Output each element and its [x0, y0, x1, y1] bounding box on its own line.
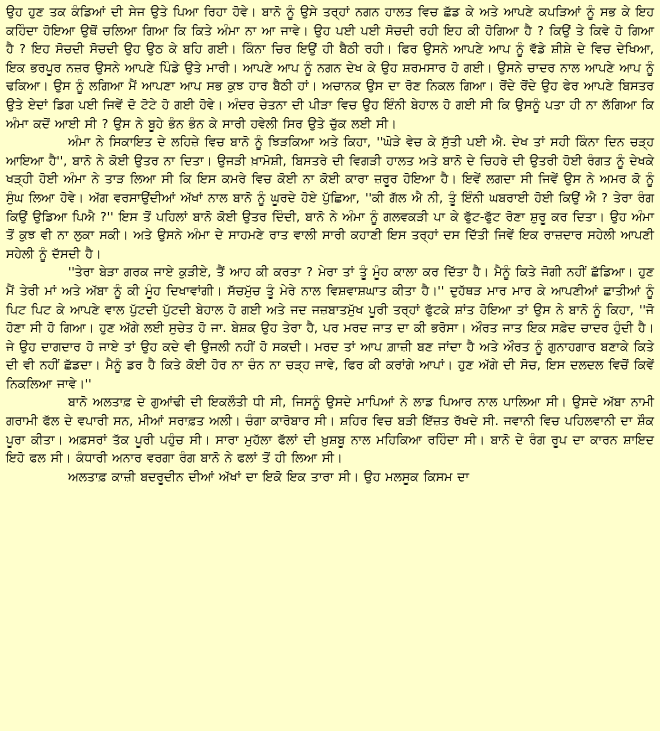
paragraph-3: ''ਤੇਰਾ ਬੇੜਾ ਗਰਕ ਜਾਏ ਕੁੜੀਏ, ਤੈਂ ਆਹ ਕੀ ਕਰਤਾ ? ਮੇਰਾ ਤਾਂ ਤੂੰ ਮੂੰਹ ਕਾਲਾ ਕਰ ਦਿੱਤਾ ਹੈ। ਮੈਨੂੰ ਕਿਤੇ ਜੋਗੀ ਨਹੀਂ ਛੱਡਿਆ। ਹੁਣ ਮੈਂ ਤੇਰੀ ਮਾਂ ਅਤੇ ਅੱਬਾ ਨੂੰ ਕੀ ਮੂੰਹ ਦਿਖਾਵਾਂਗੀ। ਸੱਚਮੁੱਚ ਤੂੰ ਮੇਰੇ ਨਾਲ ਵਿਸ਼ਵਾਸ਼ਘਾਤ ਕੀਤਾ ਹੈ।'' ਦੁਹੱਥੜ ਮਾਰ ਮਾਰ ਕੇ ਆਪਣੀਆਂ ਛਾਤੀਆਂ ਨੂੰ ਪਿਟ ਪਿਟ ਕੇ ਆਪਣੇ ਵਾਲ ਪੁੱਟਦੀ ਪੁੱਟਦੀ ਬੇਹਾਲ ਹੋ ਗਈ ਅਤੇ ਜਦ ਜਜ਼ਬਾਤਮੁੱਖ ਪੂਰੀ ਤਰ੍ਹਾਂ ਫੁੱਟਕੇ ਸ਼ਾਂਤ ਹੋਇਆ ਤਾਂ ਉਸ ਨੇ ਬਾਨੋ ਨੂੰ ਕਿਹਾ, ''ਜੋ ਹੋਣਾ ਸੀ ਹੋ ਗਿਆ। ਹੁਣ ਅੱਗੇ ਲਈ ਸੁਚੇਤ ਹੋ ਜਾ. ਬੇਸ਼ਕ ਉਹ ਤੇਰਾ ਹੈ, ਪਰ ਮਰਦ ਜਾਤ ਦਾ ਕੀ ਭਰੋਸਾ। ਔਰਤ ਜਾਤ ਇਕ ਸਫ਼ੇਦ ਚਾਦਰ ਹੁੰਦੀ ਹੈ। ਜੇ ਉਹ ਦਾਗਦਾਰ ਹੋ ਜਾਏ ਤਾਂ ਉਹ ਕਦੇ ਵੀ ਉਜਲੀ ਨਹੀਂ ਹੋ ਸਕਦੀ। ਮਰਦ ਤਾਂ ਆਪ ਗ਼ਾਜ਼ੀ ਬਣ ਜਾਂਦਾ ਹੈ ਅਤੇ ਔਰਤ ਨੂੰ ਗੁਨਾਹਗਾਰ ਬਣਾਕੇ ਕਿਤੇ ਦੀ ਵੀ ਨਹੀਂ ਛੱਡਦਾ। ਮੈਨੂੰ ਡਰ ਹੈ ਕਿਤੇ ਕੋਈ ਹੋਰ ਨਾ ਚੰਨ ਨਾ ਚੜ੍ਹ ਜਾਵੇ, ਫਿਰ ਕੀ ਕਰਾਂਗੇ ਆਪਾਂ। ਹੁਣ ਅੱਗੇ ਦੀ ਸੋਚ, ਇਸ ਦਲਦਲ ਵਿਚੋਂ ਕਿਵੇਂ ਨਿਕਲਿਆ ਜਾਵੇ।'' — [6, 264, 654, 391]
paragraph-5: ਅਲਤਾਫ਼ ਕਾਜ਼ੀ ਬਦਰੂਦੀਨ ਦੀਆਂ ਅੱਖਾਂ ਦਾ ਇਕੋ ਇਕ ਤਾਰਾ ਸੀ। ਉਹ ਮਲਸੂਕ ਕਿਸਮ ਦਾ — [68, 468, 470, 484]
paragraph-4: ਬਾਨੋ ਅਲਤਾਫ਼ ਦੇ ਗੁਆਂਢੀ ਦੀ ਇਕਲੌਤੀ ਧੀ ਸੀ, ਜਿਸਨੂੰ ਉਸਦੇ ਮਾਪਿਆਂ ਨੇ ਲਾਡ ਪਿਆਰ ਨਾਲ ਪਾਲਿਆ ਸੀ। ਉਸਦੇ ਅੱਬਾ ਨਾਮੀ ਗਰਾਮੀ ਫੱਲ ਦੇ ਵਪਾਰੀ ਸਨ, ਮੀਆਂ ਸਰਾਫ਼ਤ ਅਲੀ। ਚੰਗਾ ਕਾਰੋਬਾਰ ਸੀ। ਸ਼ਹਿਰ ਵਿਚ ਬੜੀ ਇੱਜ਼ਤ ਰੱਖਦੇ ਸੀ. ਜਵਾਨੀ ਵਿਚ ਪਹਿਲਵਾਨੀ ਦਾ ਸ਼ੌਕ ਪੂਰਾ ਕੀਤਾ। ਅਫ਼ਸਰਾਂ ਤੱਕ ਪੂਰੀ ਪਹੁੰਚ ਸੀ। ਸਾਰਾ ਮੁਹੱਲਾ ਫੱਲਾਂ ਦੀ ਖ਼ੁਸ਼ਬੂ ਨਾਲ ਮਹਿਕਿਆ ਰਹਿੰਦਾ ਸੀ। ਬਾਨੋ ਦੇ ਰੰਗ ਰੂਪ ਦਾ ਕਾਰਨ ਸ਼ਾਇਦ ਇਹੋ ਫਲ ਸੀ। ਕੰਧਾਰੀ ਅਨਾਰ ਵਰਗਾ ਰੰਗ ਬਾਨੋ ਨੇ ਫਲਾਂ ਤੋਂ ਹੀ ਲਿਆ ਸੀ। — [6, 394, 654, 466]
paragraph-1: ਉਹ ਹੁਣ ਤਕ ਕੰਡਿਆਂ ਦੀ ਸੇਜ ਉਤੇ ਪਿਆ ਰਿਹਾ ਹੋਵੇ। ਬਾਨੋ ਨੂੰ ਉਸੇ ਤਰ੍ਹਾਂ ਨਗਨ ਹਾਲਤ ਵਿਚ ਛੱਡ ਕੇ ਅਤੇ ਆਪਣੇ ਕਪੜਿਆਂ ਨੂੰ ਸਭ ਕੇ ਇਹ ਕਹਿੰਦਾ ਹੋਇਆ ਉਥੋਂ ਚਲਿਆ ਗਿਆ ਕਿ ਕਿਤੇ ਅੰਮਾ ਨਾ ਆ ਜਾਵੇ। ਉਹ ਪਈ ਪਈ ਸੋਚਦੀ ਰਹੀ ਇਹ ਕੀ ਹੋਗਿਆ ਹੈ ? ਕਿਉਂ ਤੇ ਕਿਵੇ ਹੋ ਗਿਆ ਹੈ ? ਇਹ ਸੋਚਦੀ ਸੋਚਦੀ ਉਹ ਉਠ ਕੇ ਬਹਿ ਗਈ। ਕਿੰਨਾ ਚਿਰ ਇਉਂ ਹੀ ਬੈਠੀ ਰਹੀ। ਫਿਰ ਉਸਨੇ ਆਪਣੇ ਆਪ ਨੂੰ ਵੱਡੇ ਸ਼ੀਸ਼ੇ ਦੇ ਵਿਚ ਦੇਖਿਆ, ਇਕ ਭਰਪੂਰ ਨਜ਼ਰ ਉਸਨੇ ਆਪਣੇ ਪਿੰਡੇ ਉਤੇ ਮਾਰੀ। ਆਪਣੇ ਆਪ ਨੂੰ ਨਗਨ ਦੇਖ ਕੇ ਉਹ ਸ਼ਰਮਸਾਰ ਹੋ ਗਈ। ਉਸਨੇ ਚਾਦਰ ਨਾਲ ਆਪਣੇ ਆਪ ਨੂੰ ਢਕਿਆ। ਉਸ ਨੂੰ ਲਗਿਆ ਮੈਂ ਆਪਣਾ ਆਪ ਸਭ ਕੁਝ ਹਾਰ ਬੈਠੀ ਹਾਂ। ਅਚਾਨਕ ਉਸ ਦਾ ਰੋਣ ਨਿਕਲ ਗਿਆ। ਰੋਂਦੇ ਰੋਂਦੇ ਉਹ ਫੇਰ ਆਪਣੇ ਬਿਸਤਰ ਉਤੇ ਏਦਾਂ ਡਿਗ ਪਈ ਜਿਵੇਂ ਦੋ ਟੋਟੇ ਹੋ ਗਈ ਹੋਵੇ। ਅੰਦਰ ਚੇਤਨਾ ਦੀ ਪੀੜਾ ਵਿਚ ਉਹ ਇੰਨੀ ਬੇਹਾਲ ਹੋ ਗਈ ਸੀ ਕਿ ਉਸਨੂੰ ਪਤਾ ਹੀ ਨਾ ਲੱਗਿਆ ਕਿ ਅੰਮਾ ਕਦੋਂ ਆਈ ਸੀ ? ਉਸ ਨੇ ਬੂਹੇ ਭੰਨ ਭੰਨ ਕੇ ਸਾਰੀ ਹਵੇਲੀ ਸਿਰ ਉਤੇ ਚੁੱਕ ਲਈ ਸੀ। — [6, 4, 654, 131]
paragraph-2: ਅੰਮਾ ਨੇ ਸਿਕਾਇਤ ਦੇ ਲਹਿਜ਼ੇ ਵਿਚ ਬਾਨੋ ਨੂੰ ਝਿੜਕਿਆ ਅਤੇ ਕਿਹਾ, ''ਘੋੜੇ ਵੇਚ ਕੇ ਸੁੱਤੀ ਪਈ ਐ. ਦੇਖ ਤਾਂ ਸਹੀ ਕਿੰਨਾ ਦਿਨ ਚੜ੍ਹ ਆਇਆ ਹੈ'', ਬਾਨੋ ਨੇ ਕੋਈ ਉਤਰ ਨਾ ਦਿਤਾ। ਉਜੜੀ ਖ਼ਾਮੋਸ਼ੀ, ਬਿਸਤਰੇ ਦੀ ਵਿਗੜੀ ਹਾਲਤ ਅਤੇ ਬਾਨੋ ਦੇ ਚਿਹਰੇ ਦੀ ਉਤਰੀ ਹੋਈ ਰੰਗਤ ਨੂੰ ਦੇਖਕੇ ਖੜ੍ਹੀ ਹੋਈ ਅੰਮਾ ਨੇ ਤਾੜ ਲਿਆ ਸੀ ਕਿ ਇਸ ਕਮਰੇ ਵਿਚ ਕੋਈ ਨਾ ਕੋਈ ਕਾਰਾ ਜ਼ਰੂਰ ਹੋਇਆ ਹੈ। ਇਵੇਂ ਲਗਦਾ ਸੀ ਜਿਵੇਂ ਉਸ ਨੇ ਅਮਰ ਕੋ ਨੂੰ ਸੁੰਘ ਲਿਆ ਹੋਵੇ। ਅੱਗ ਵਰਸਾਉਂਦੀਆਂ ਅੱਖਾਂ ਨਾਲ ਬਾਨੋ ਨੂੰ ਘੂਰਦੇ ਹੋਏ ਪੁੱਛਿਆ, ''ਕੀ ਗੱਲ ਐ ਨੀ, ਤੂੰ ਇੰਨੀ ਘਬਰਾਈ ਹੋਈ ਕਿਉਂ ਐ ? ਤੇਰਾ ਰੰਗ ਕਿਉਂ ਉਡਿਆ ਪਿਐ ?'' ਇਸ ਤੋਂ ਪਹਿਲਾਂ ਬਾਨੋ ਕੋਈ ਉਤਰ ਦਿੰਦੀ, ਬਾਨੋ ਨੇ ਅੰਮਾ ਨੂੰ ਗਲਵਕੜੀ ਪਾ ਕੇ ਫੁੱਟ-ਫੁੱਟ ਰੋਣਾ ਸ਼ੁਰੂ ਕਰ ਦਿਤਾ। ਉਹ ਅੰਮਾ ਤੋਂ ਕੁਝ ਵੀ ਨਾ ਲੁਕਾ ਸਕੀ। ਅਤੇ ਉਸਨੇ ਅੰਮਾ ਦੇ ਸਾਹਮਣੇ ਰਾਤ ਵਾਲੀ ਸਾਰੀ ਕਹਾਣੀ ਇਸ ਤਰ੍ਹਾਂ ਦਸ ਦਿੱਤੀ ਜਿਵੇਂ ਇਕ ਰਾਜ਼ਦਾਰ ਸਹੇਲੀ ਆਪਣੀ ਸਹੇਲੀ ਨੂੰ ਦੱਸਦੀ ਹੈ। — [6, 134, 654, 261]
